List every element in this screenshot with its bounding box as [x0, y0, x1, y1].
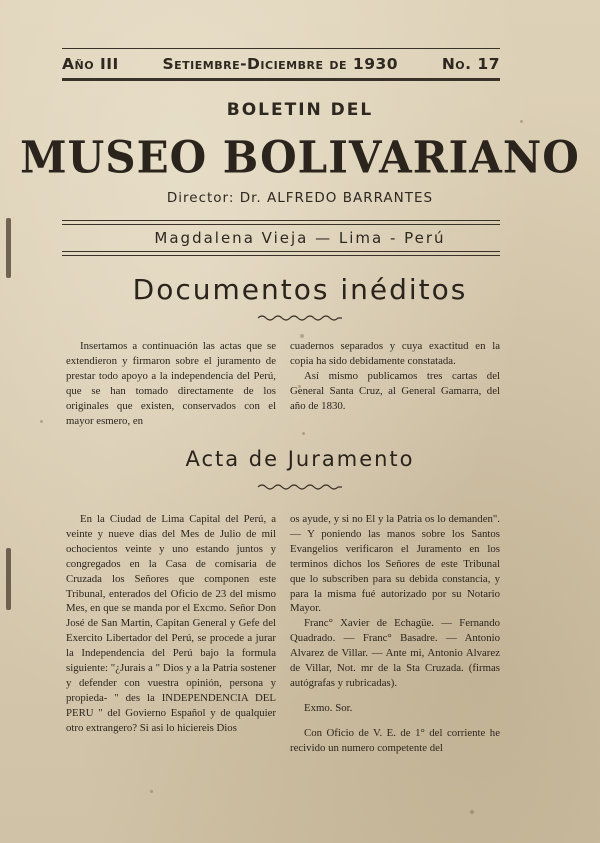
intro-left-text: Insertamos a continuación las actas que se extendieron y firmaron sobre el juramento de prestar todo apoyo a la independencia del Perú, que se han tomado directamente de los originales que existen, conservados con el mayor esmero, en: [66, 340, 276, 427]
issue-line: [62, 55, 500, 73]
section-title-documentos: Documentos inéditos: [132, 273, 468, 306]
boletin-label: BOLETIN DEL: [226, 100, 374, 120]
intro-left-column: [66, 339, 276, 428]
acta-right-text-1: os ayude, y si no El y la Patria os lo demanden". — Y poniendo las manos sobre los Santos Evangelios verificaron el Juramento en los terminos dichos los Señores de este Tribunal que lo subscriben para su debida constancia, y para la misma fué autorizado por su Notario Mayor.: [290, 513, 500, 615]
header-rule-top: [62, 48, 500, 49]
acta-right-column: [290, 512, 500, 756]
stain-spot: [40, 420, 43, 423]
period: Setiembre-Diciembre de 1930: [162, 55, 399, 73]
section-title-acta: Acta de Juramento: [185, 447, 415, 471]
flourish-ornament: [256, 482, 344, 492]
stain-spot: [470, 810, 474, 814]
binding-mark: [6, 218, 11, 278]
acta-right-salutation: Exmo. Sor.: [304, 701, 353, 714]
intro-right-text-2: Así mismo publicamos tres cartas del General Santa Cruz, al General Gamarra, del año de 1830.: [290, 369, 500, 412]
stain-spot: [300, 334, 304, 338]
stain-spot: [520, 120, 523, 123]
stain-spot: [150, 790, 153, 793]
place-rule-top: [62, 220, 500, 221]
acta-left-text: En la Ciudad de Lima Capital del Perú, a veinte y nueve dias del Mes de Julio de mil ochocientos veinte y uno estando juntos y congregados en la Casa de comisaria de Cruzada los Señores que componen este Tribunal, enterados del Oficio de 23 del mismo Mes, en que se manda por el Excmo. Señor Don José de San Martin, Capitan General y Gefe del Exercito Libertador del Perú, se procede a jurar la Independencia del Perú bajo la formula siguiente: "¿Jurais a " Dios y a la Patria sostener y defender con vuestra opinión, persona y propieda- " des la INDEPENDENCIA DEL PERU " del Govierno Español y de qualquier otro extrangero? Si asi lo hiciereis Dios: [66, 513, 276, 734]
stain-spot: [302, 432, 305, 435]
director-line: Director: Dr. ALFREDO BARRANTES: [166, 190, 434, 206]
flourish-ornament: [256, 313, 344, 323]
issue-number: No. 17: [441, 55, 500, 73]
place-rule-bottom: [62, 251, 500, 252]
place-line: Magdalena Vieja — Lima - Perú: [154, 229, 446, 247]
acta-left-column: [66, 512, 276, 736]
place-rule-top2: [62, 224, 500, 225]
journal-title: MUSEO BOLIVARIANO: [20, 131, 580, 184]
acta-right-text-2: Franc° Xavier de Echagüe. — Fernando Quadrado. — Franc° Basadre. — Antonio Alvarez de Villar. — Ante mi, Antonio Alvarez de Villar, Not. mr de la Sta Cruzada. (firmas autógrafas y rubricadas).: [290, 617, 500, 689]
acta-right-text-4: Con Oficio de V. E. de 1° del corriente he recivido un numero competente del: [290, 726, 500, 754]
binding-mark: [6, 548, 11, 610]
header-rule: [62, 78, 500, 81]
intro-right-column: [290, 339, 500, 414]
intro-right-text-1: cuadernos separados y cuya exactitud en la copia ha sido debidamente constatada.: [290, 340, 500, 367]
place-rule-bottom2: [62, 255, 500, 256]
volume: Año III: [62, 55, 119, 73]
